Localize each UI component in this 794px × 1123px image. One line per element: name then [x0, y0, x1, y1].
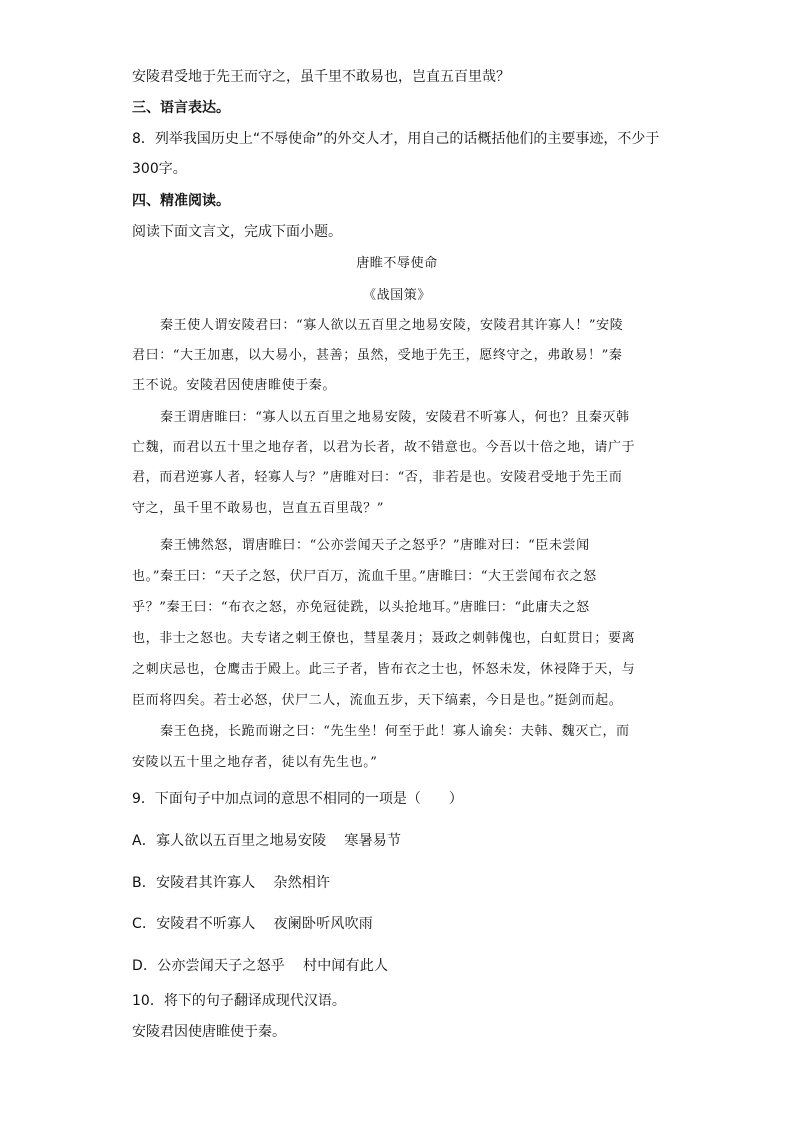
passage-line: 安陵以五十里之地存者，徒以有先生也。”: [132, 755, 378, 770]
text-line: 安陵君受地于先王而守之，虽千里不敢易也，岂直五百里哉？: [132, 69, 510, 85]
option-sentence: 安陵君其许寡人: [156, 875, 256, 891]
question-8-line-2: 300字。: [132, 161, 187, 177]
passage-line: 秦王怫然怒，谓唐睢曰：“公亦尝闻天子之怒乎？”唐睢对曰：“臣未尝闻: [160, 538, 590, 553]
passage-line: 乎？”秦王曰：“布衣之怒，亦免冠徒跣，以头抢地耳。”唐睢曰：“此庸夫之怒: [132, 600, 590, 615]
passage-line: 亡魏，而君以五十里之地存者，以君为长者，故不错意也。今吾以十倍之地，请广于: [132, 440, 636, 455]
passage-line: 也，非士之怒也。夫专诸之刺王僚也，彗星袭月；聂政之刺韩傀也，白虹贯日；要离: [132, 631, 636, 646]
section-heading-language: 三、语言表达。: [132, 100, 230, 116]
option-c: [132, 914, 373, 934]
passage-title: 唐睢不辱使命: [356, 256, 438, 271]
option-d: [132, 956, 388, 976]
passage-line: 秦王使人谓安陵君曰：“寡人欲以五百里之地易安陵，安陵君其许寡人！”安陵: [160, 318, 624, 333]
question-8-line-1: 8．列举我国历史上“不辱使命”的外交人才，用自己的话概括他们的主要事迹，不少于: [132, 131, 660, 147]
option-label: C．: [132, 916, 157, 932]
passage-line: 君，而君逆寡人者，轻寡人与？”唐睢对曰：“否，非若是也。安陵君受地于先王而: [132, 470, 623, 485]
passage-line: 之刺庆忌也，仓鹰击于殿上。此三子者，皆布衣之士也，怀怒未发，休祲降于天，与: [132, 662, 636, 677]
passage-line: 也。”秦王曰：“天子之怒，伏尸百万，流血千里。”唐睢曰：“大王尝闻布衣之怒: [132, 569, 597, 584]
question-10-stem: 10．将下的句子翻译成现代汉语。: [132, 993, 346, 1009]
passage-line: 秦王色挠，长跪而谢之曰：“先生坐！何至于此！寡人谕矣：夫韩、魏灭亡，而: [160, 724, 630, 739]
option-label: D．: [132, 958, 158, 974]
passage-source: 《战国策》: [362, 288, 431, 303]
option-sentence: 寡人欲以五百里之地易安陵: [155, 833, 327, 849]
passage-line: 守之，虽千里不敢易也，岂直五百里哉？”: [132, 501, 385, 516]
option-compare: 杂然相许: [273, 875, 331, 891]
option-label: B．: [132, 875, 157, 891]
passage-line: 秦王谓唐睢曰：“寡人以五百里之地易安陵，安陵君不听寡人，何也？且秦灭韩: [160, 410, 630, 425]
section-heading-reading: 四、精准阅读。: [132, 193, 230, 209]
option-sentence: 安陵君不听寡人: [156, 916, 256, 932]
option-compare: 夜阑卧听风吹雨: [273, 916, 373, 932]
passage-line: 君曰：“大王加惠，以大易小，甚善；虽然，受地于先王，愿终守之，弗敢易！”秦: [132, 348, 623, 363]
passage-line: 臣而将四矣。若士必怒，伏尸二人，流血五步，天下缟素，今日是也。”挺剑而起。: [132, 693, 623, 708]
question-9-stem: 9．下面句子中加点词的意思不相同的一项是（ ）: [132, 791, 463, 807]
option-b: [132, 873, 330, 893]
option-a: [132, 831, 401, 851]
option-compare: 寒暑易节: [344, 833, 402, 849]
option-compare: 村中闻有此人: [303, 958, 389, 974]
option-sentence: 公亦尝闻天子之怒乎: [157, 958, 285, 974]
reading-instruction: 阅读下面文言文，完成下面小题。: [132, 224, 342, 240]
option-label: A．: [132, 833, 156, 849]
passage-line: 王不说。安陵君因使唐睢使于秦。: [132, 378, 337, 393]
question-10-sentence: 安陵君因使唐睢使于秦。: [132, 1024, 286, 1040]
